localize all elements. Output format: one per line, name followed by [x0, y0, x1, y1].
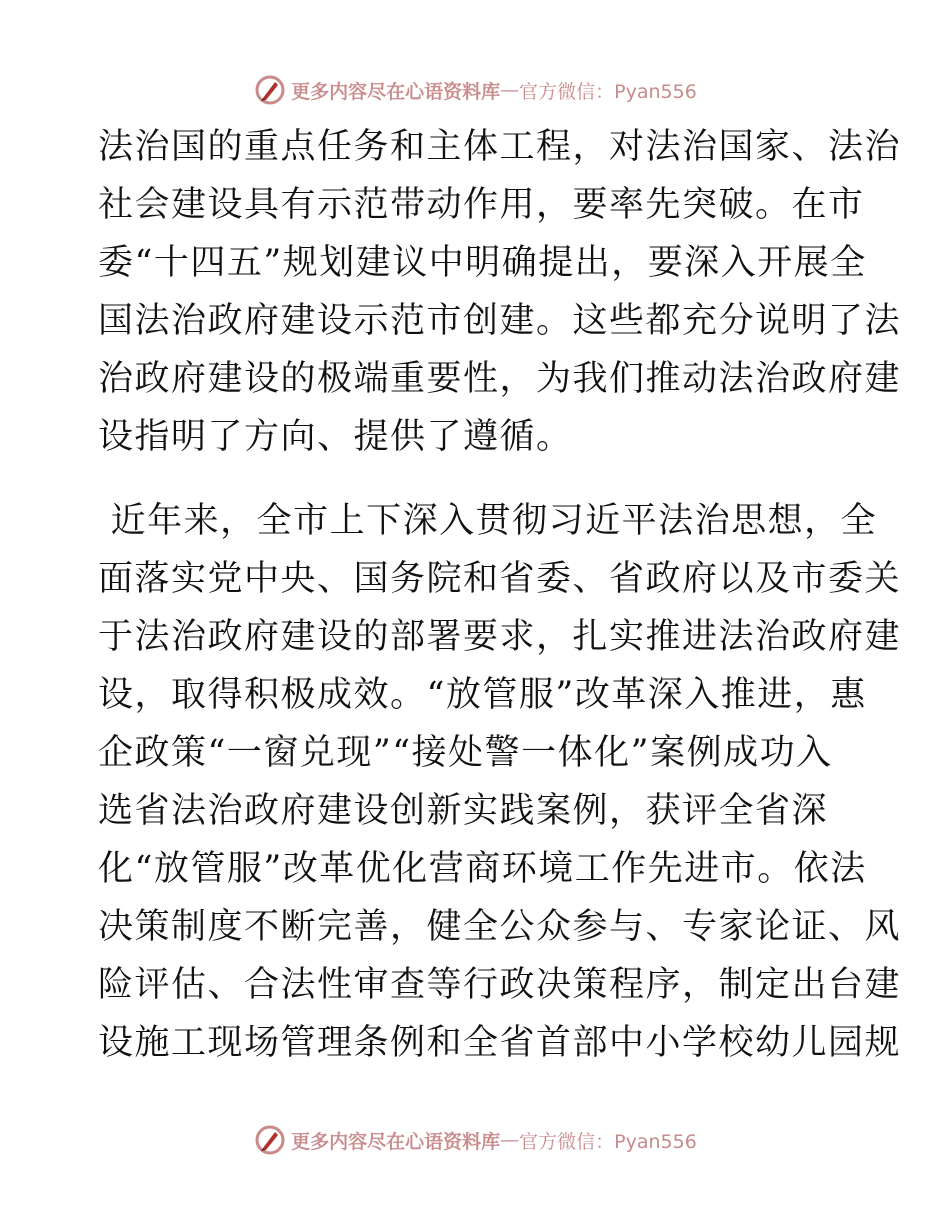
text-line: 化“放管服”改革优化营商环境工作先进市。依法 — [98, 849, 867, 889]
text-line: 决策制度不断完善，健全公众参与、专家论证、风 — [98, 907, 902, 947]
text-line: 面落实党中央、国务院和省委、省政府以及市委关 — [98, 559, 902, 599]
watermark-site-name: 更多内容尽在心语资料库 — [291, 80, 501, 103]
watermark-contact: 官方微信：Pyan556 — [519, 80, 697, 103]
watermark-site-name: 更多内容尽在心语资料库 — [291, 1130, 501, 1153]
footer-watermark — [0, 1120, 950, 1160]
text-line: 委“十四五”规划建议中明确提出，要深入开展全 — [98, 243, 867, 283]
watermark-dash: — — [500, 79, 520, 101]
text-line: 企政策“一窗兑现”“接处警一体化”案例成功入 — [98, 733, 833, 773]
paragraph-spacer — [98, 466, 858, 492]
text-line: 法治国的重点任务和主体工程，对法治国家、法治 — [98, 127, 902, 167]
header-watermark — [0, 70, 950, 110]
paragraph-1 — [98, 118, 902, 466]
text-line: 设，取得积极成效。“放管服”改革深入推进，惠 — [98, 675, 867, 715]
document-body — [98, 118, 902, 1072]
pen-logo-icon — [253, 73, 287, 107]
text-line: 治政府建设的极端重要性，为我们推动法治政府建 — [98, 359, 902, 399]
text-line: 社会建设具有示范带动作用，要率先突破。在市 — [98, 185, 865, 225]
text-line: 设施工现场管理条例和全省首部中小学校幼儿园规 — [98, 1023, 902, 1063]
text-line: 于法治政府建设的部署要求，扎实推进法治政府建 — [98, 617, 902, 657]
paragraph-2 — [98, 492, 902, 1072]
watermark-contact: 官方微信：Pyan556 — [519, 1130, 697, 1153]
text-line: 险评估、合法性审查等行政决策程序，制定出台建 — [98, 965, 902, 1005]
text-line: 近年来，全市上下深入贯彻习近平法治思想，全 — [98, 501, 878, 541]
text-line: 选省法治政府建设创新实践案例，获评全省深 — [98, 791, 829, 831]
watermark-dash: — — [500, 1129, 520, 1151]
text-line: 国法治政府建设示范市创建。这些都充分说明了法 — [98, 301, 902, 341]
text-line: 设指明了方向、提供了遵循。 — [98, 417, 573, 457]
pen-logo-icon — [253, 1123, 287, 1157]
